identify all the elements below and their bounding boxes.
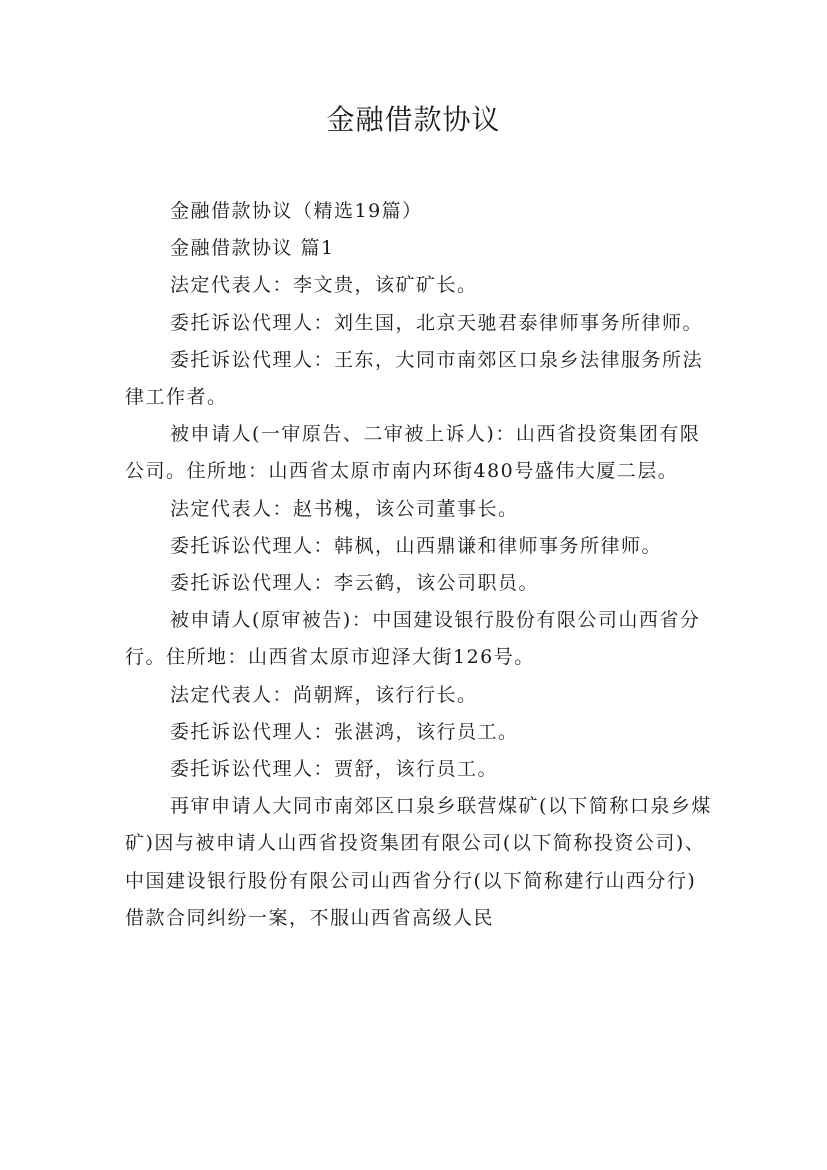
paragraph: 法定代表人：尚朝辉，该行行长。 — [170, 683, 478, 706]
paragraph: 委托诉讼代理人：韩枫，山西鼎谦和律师事务所律师。 — [170, 534, 663, 557]
paragraph: 委托诉讼代理人：刘生国，北京天驰君泰律师事务所律师。 — [170, 311, 704, 334]
paragraph: 委托诉讼代理人：贾舒，该行员工。 — [170, 758, 499, 781]
paragraph: 被申请人(一审原告、二审被上诉人)：山西省投资集团有限公司。住所地：山西省太原市南内环街480号盛伟大厦二层。 — [125, 423, 701, 483]
paragraph: 委托诉讼代理人：张湛鸿，该行员工。 — [170, 720, 519, 743]
paragraph: 金融借款协议 篇1 — [170, 237, 335, 260]
document-body — [125, 193, 715, 937]
paragraph: 委托诉讼代理人：李云鹤，该公司职员。 — [170, 572, 540, 595]
paragraph: 委托诉讼代理人：王东，大同市南郊区口泉乡法律服务所法律工作者。 — [125, 348, 704, 409]
paragraph: 法定代表人：李文贵，该矿矿长。 — [170, 274, 478, 297]
document-title: 金融借款协议 — [326, 103, 501, 136]
paragraph: 再审申请人大同市南郊区口泉乡联营煤矿(以下简称口泉乡煤矿)因与被申请人山西省投资集团有限公司(以下简称投资公司)、中国建设银行股份有限公司山西省分行(以下简称建行山西分行)借款合同纠纷一案，不服山西省高级人民 — [125, 795, 712, 929]
paragraph: 金融借款协议（精选19篇） — [170, 200, 423, 222]
paragraph: 被申请人(原审被告)：中国建设银行股份有限公司山西省分行。住所地：山西省太原市迎泽大街126号。 — [125, 609, 701, 669]
paragraph: 法定代表人：赵书槐，该公司董事长。 — [170, 497, 519, 520]
